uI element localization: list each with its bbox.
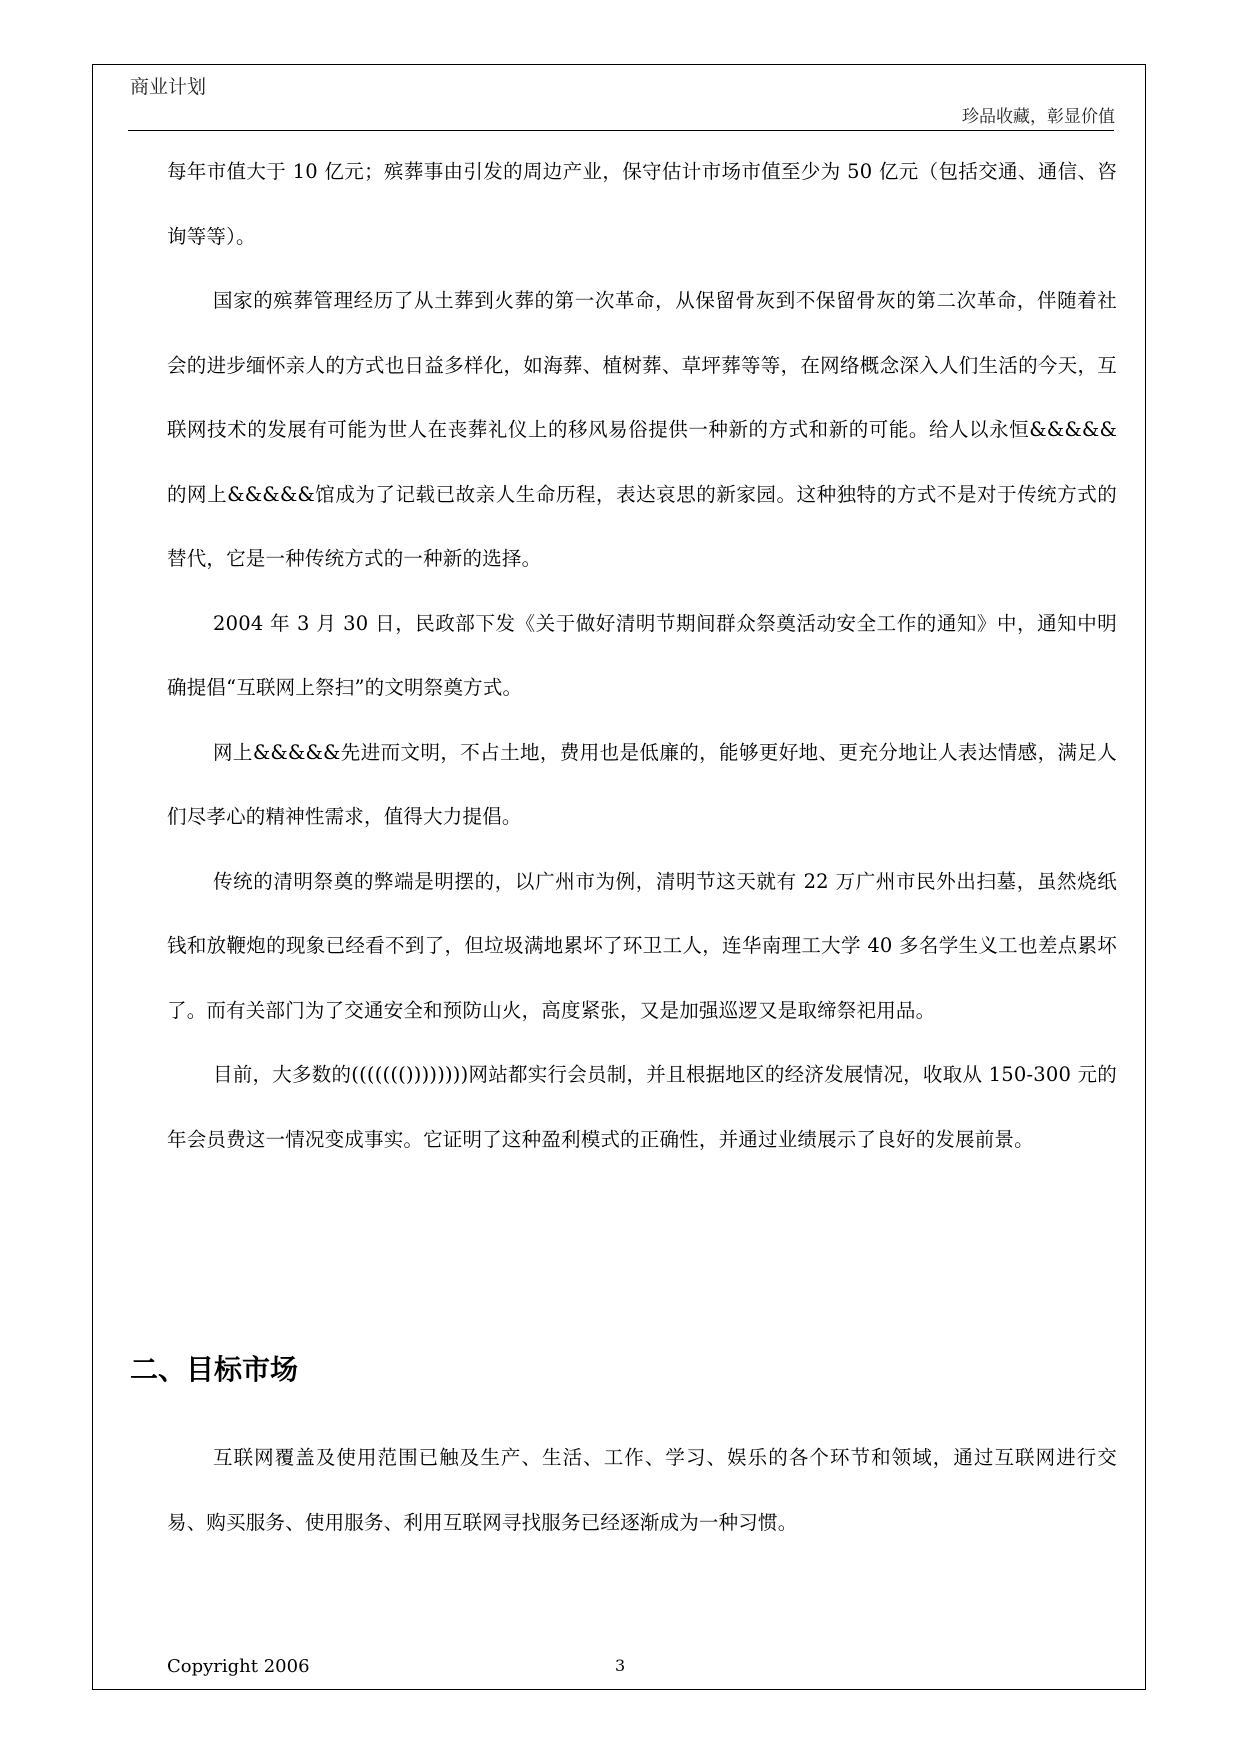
paragraph-internet-coverage: 互联网覆盖及使用范围已触及生产、生活、工作、学习、娱乐的各个环节和领域，通过互联网进行交易、购买服务、使用服务、利用互联网寻找服务已经逐渐成为一种习惯。: [167, 1446, 1117, 1534]
footer-page-number: 3: [615, 1656, 626, 1675]
paragraph-funeral-reform: 国家的殡葬管理经历了从土葬到火葬的第一次革命，从保留骨灰到不保留骨灰的第二次革命，伴随着社会的进步缅怀亲人的方式也日益多样化，如海葬、植树葬、草坪葬等等，在网络概念深入人们生活的今天，互联网技术的发展有可能为世人在丧葬礼仪上的移风易俗提供一种新的方式和新的可能。给人以永恒&&&&&的网上&&&&&馆成为了记载已故亲人生命历程，表达哀思的新家园。这种独特的方式不是对于传统方式的替代，它是一种传统方式的一种新的选择。: [167, 289, 1117, 570]
header-divider: [128, 130, 1114, 131]
body-section-1: [167, 140, 1117, 1172]
paragraph-ministry-notice: 2004 年 3 月 30 日，民政部下发《关于做好清明节期间群众祭奠活动安全工作的通知》中，通知中明确提倡“互联网上祭扫”的文明祭奠方式。: [167, 611, 1117, 699]
paragraph-membership-model: 目前，大多数的((((((())))))))网站都实行会员制，并且根据地区的经济发展情况，收取从 150-300 元的年会员费这一情况变成事实。它证明了这种盈利模式的正确性，并通过业绩展示了良好的发展前景。: [167, 1063, 1117, 1151]
paragraph-online-advantages: 网上&&&&&先进而文明，不占土地，费用也是低廉的，能够更好地、更充分地让人表达情感，满足人们尽孝心的精神性需求，值得大力提倡。: [167, 740, 1117, 828]
footer-copyright: Copyright 2006: [167, 1656, 310, 1677]
paragraph-market-value: 每年市值大于 10 亿元；殡葬事由引发的周边产业，保守估计市场市值至少为 50 亿元（包括交通、通信、咨询等等）。: [167, 160, 1117, 248]
paragraph-traditional-drawbacks: 传统的清明祭奠的弊端是明摆的，以广州市为例，清明节这天就有 22 万广州市民外出扫墓，虽然烧纸钱和放鞭炮的现象已经看不到了，但垃圾满地累坏了环卫工人，连华南理工大学 40 多名学生义工也差点累坏了。而有关部门为了交通安全和预防山火，高度紧张，又是加强巡逻又是取缔祭祀用品。: [167, 869, 1117, 1022]
header-document-title: 商业计划: [130, 76, 207, 98]
body-section-2: [167, 1426, 1117, 1555]
section-heading-target-market: 二、目标市场: [130, 1353, 299, 1386]
header-slogan: 珍品收藏，彰显价值: [962, 107, 1115, 127]
